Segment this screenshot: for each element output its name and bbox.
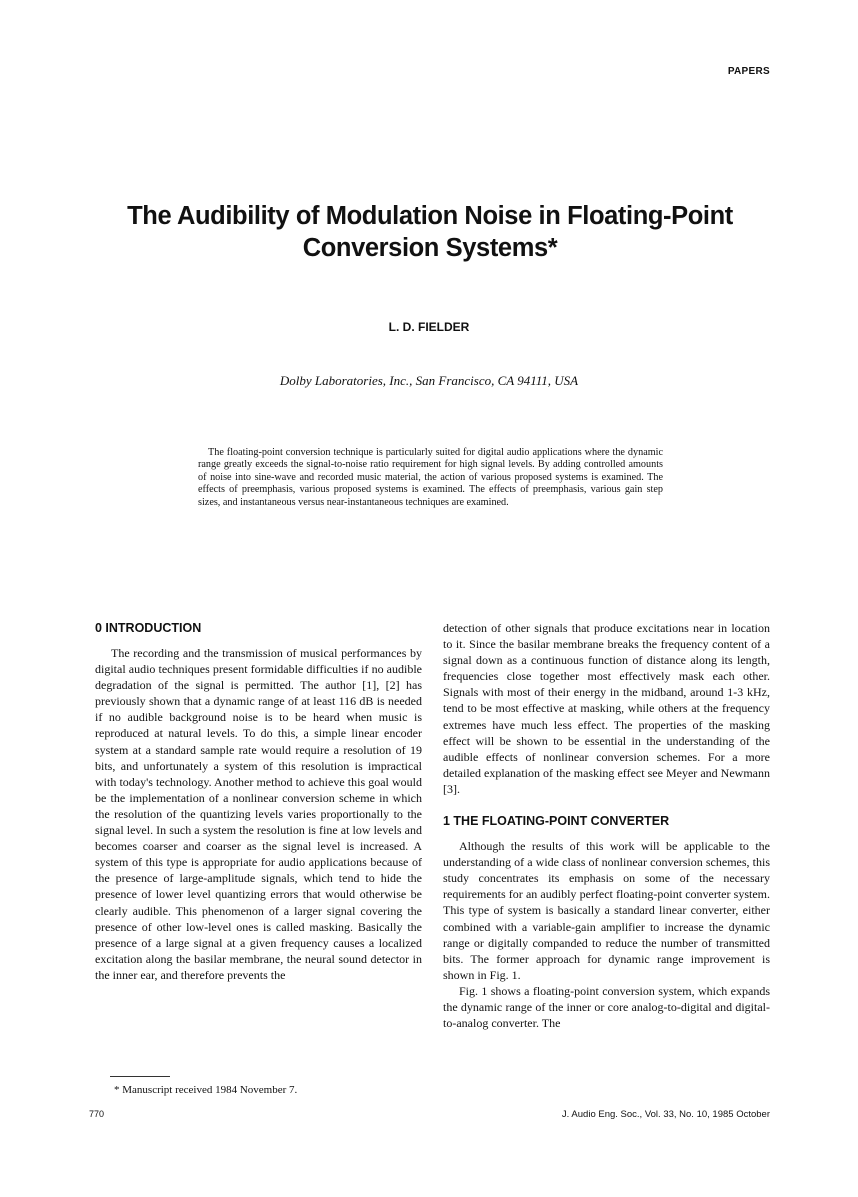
abstract: The floating-point conversion technique is particularly suited for digital audio applications where the dynamic range greatly exceeds the signal-to-noise ratio requirement for high signal levels. By adding controlled amounts of noise into sine-wave and recorded music material, the action of various proposed systems is examined. The effects of preemphasis, various proposed systems is examined. The effects of preemphasis, various gain step sizes, and instantaneous versus near-instantaneous techniques are examined. bbox=[198, 447, 663, 508]
author-name: L. D. FIELDER bbox=[388, 320, 470, 334]
converter-paragraph-1: Although the results of this work will be applicable to the understanding of a wide class of nonlinear conversion schemes, this study concentrates its emphasis on some of the necessary requirements for an audibly perfect floating-point converter system. This type of system is basically a standard linear converter, either combined with a variable-gain amplifier to increase the dynamic range or digitally companded to reduce the number of transmitted bits. The former approach for dynamic range improvement is shown in Fig. 1. bbox=[443, 839, 770, 982]
left-column bbox=[95, 620, 422, 983]
author-affiliation: Dolby Laboratories, Inc., San Francisco, CA 94111, USA bbox=[279, 373, 579, 388]
section-heading-introduction: 0 INTRODUCTION bbox=[95, 621, 202, 635]
converter-paragraph-2: Fig. 1 shows a floating-point conversion system, which expands the dynamic range of the inner or core analog-to-digital and digital-to-analog converter. The bbox=[443, 983, 770, 1031]
intro-paragraph-1-continued: detection of other signals that produce excitations near in location to it. Since the basilar membrane breaks the frequency content of a signal down as a continuous function of distance along its length, frequencies close together most effectively mask each other. Signals with most of their energy in the midband, around 1-3 kHz, tend to be most effective at masking, while others at the frequency extremes have much less effect. The properties of the masking effect will be shown to be essential in the understanding of the audible effects of nonlinear conversion schemes. For a more detailed explanation of the masking effect see Meyer and Newmann [3]. bbox=[443, 621, 770, 796]
journal-reference: J. Audio Eng. Soc., Vol. 33, No. 10, 1985 October bbox=[561, 1109, 770, 1120]
footnote-divider bbox=[110, 1076, 170, 1077]
paper-title: The Audibility of Modulation Noise in Floating-Point Conversion Systems* bbox=[127, 202, 733, 262]
intro-paragraph-1: The recording and the transmission of musical performances by digital audio techniques present formidable difficulties if no audible degradation of the signal is permitted. The author [1], [2] has previously shown that a dynamic range of at least 116 dB is needed if no audible background noise is to be heard when music is reproduced at natural levels. To do this, a simple linear encoder system at a standard sample rate would require a resolution of 19 bits, and unfortunately a system of this resolution is impractical with today's technology. Another method to achieve this goal would be the implementation of a nonlinear conversion scheme in which the resolution of the quantizing levels varies proportionally to the signal level. In such a system the resolution is fine at low levels and becomes coarser and coarser as the signal level is increased. A system of this type is appropriate for audio applications because of the presence of large-amplitude signals, which tend to hide the presence of lower level quantizing errors that would otherwise be clearly audible. This phenomenon of a larger signal covering the presence of other low-level ones is called masking. Basically the presence of a large signal at a given frequency causes a localized excitation along the basilar membrane, the neural sound detector in the inner ear, and therefore prevents the bbox=[95, 646, 422, 982]
right-column bbox=[443, 620, 770, 1031]
page-number: 770 bbox=[89, 1109, 105, 1119]
running-header-section: PAPERS bbox=[727, 66, 770, 77]
section-heading-floating-point-converter: 1 THE FLOATING-POINT CONVERTER bbox=[443, 814, 670, 829]
footnote: * Manuscript received 1984 November 7. bbox=[114, 1084, 298, 1096]
